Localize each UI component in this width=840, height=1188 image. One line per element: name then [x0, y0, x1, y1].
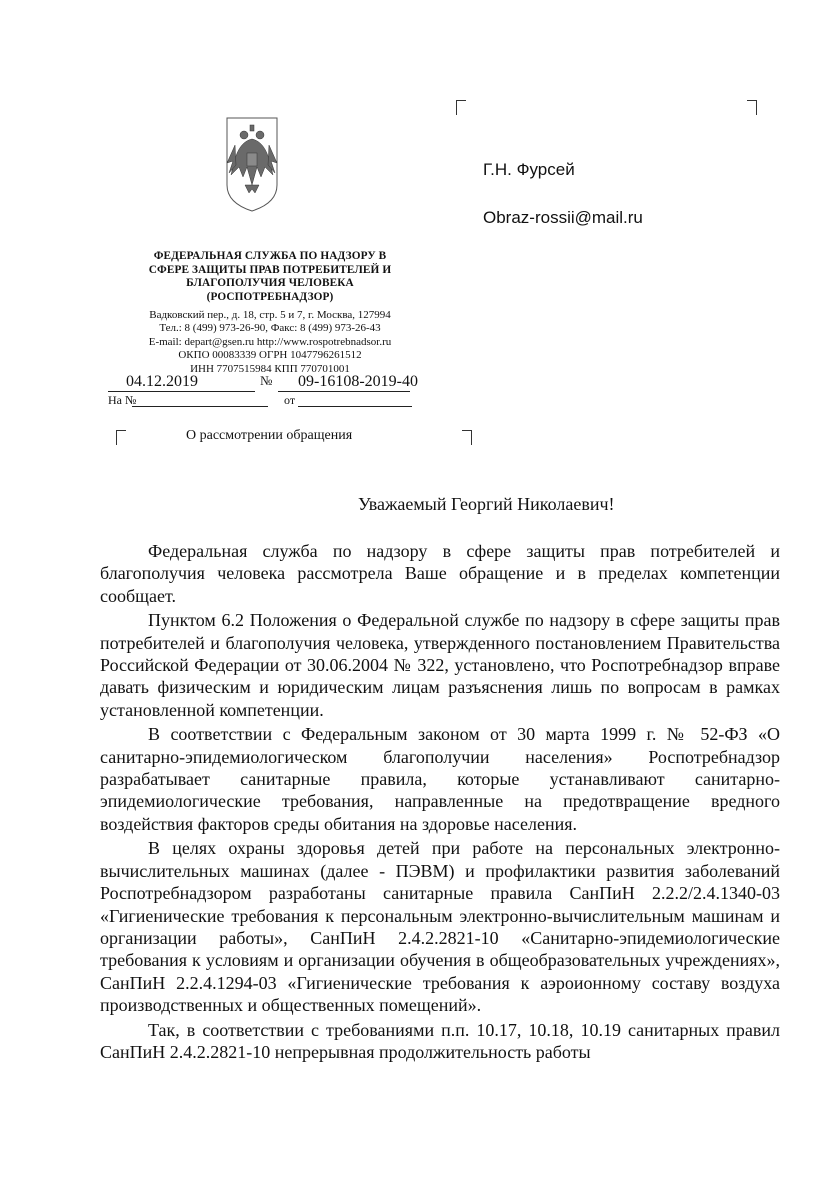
salutation: Уважаемый Георгий Николаевич! [358, 494, 615, 514]
agency-phone: Тел.: 8 (499) 973-26-90, Факс: 8 (499) 973-26-43 [159, 322, 381, 335]
date-underline [108, 391, 255, 392]
body-paragraph: В соответствии с Федеральным законом от 30 марта 1999 г. № 52-ФЗ «О санитарно-эпидемиологическом благополучии населения» Роспотребнадзор разрабатывает санитарные правила, которые устанавливают санитарно-эпидемиологические требования, направленные на предотвращение вредного воздействия факторов среды обитания на здоровье населения. [100, 724, 780, 834]
reference-date-blank [298, 406, 412, 407]
number-underline [278, 391, 410, 392]
agency-name [100, 250, 440, 304]
subject-bracket-left [116, 430, 126, 445]
double-headed-eagle-icon [223, 115, 281, 213]
reference-number-label: На № [108, 393, 137, 407]
body-paragraph: В целях охраны здоровья детей при работе на персональных электронно-вычислительных машинах (далее - ПЭВМ) и профилактики развития заболеваний Роспотребнадзором разработаны санитарные правила СанПиН 2.2.2/2.4.1340-03 «Гигиенические требования к персональным электронно-вычислительным машинам и организации работы», СанПиН 2.4.2.2821-10 «Санитарно-эпидемиологические требования к условиям и организации обучения в общеобразовательных учреждениях», СанПиН 2.2.4.1294-03 «Гигиенические требования к аэроионному составу воздуха производственных и общественных помещений». [100, 838, 780, 1016]
agency-email-web: E-mail: depart@gsen.ru http://www.rospotrebnadsor.ru [148, 335, 392, 348]
agency-contacts [100, 309, 440, 372]
letter-body [100, 540, 780, 1063]
agency-address: Вадковский пер., д. 18, стр. 5 и 7, г. Москва, 127994 [149, 309, 391, 321]
addressee-name: Г.Н. Фурсей [483, 160, 575, 179]
agency-okpo: ОКПО 00083339 ОГРН 1047796261512 [178, 349, 362, 362]
addressee-bracket-left [456, 100, 466, 115]
coat-of-arms-emblem [223, 115, 281, 213]
body-paragraph: Так, в соответствии с требованиями п.п. 10.17, 10.18, 10.19 санитарных правил СанПиН 2.4.2.2821-10 непрерывная продолжительность работы [100, 1019, 780, 1062]
subject-bracket-right [462, 430, 472, 445]
outgoing-date: 04.12.2019 [126, 373, 198, 390]
reference-date-label: от [284, 393, 296, 407]
body-paragraph: Федеральная служба по надзору в сфере защиты прав потребителей и благополучия человека рассмотрела Ваше обращение и в пределах компетенции сообщает. [100, 541, 780, 606]
agency-line: ФЕДЕРАЛЬНАЯ СЛУЖБА ПО НАДЗОРУ В [153, 250, 387, 262]
reference-number-blank [132, 406, 268, 407]
outgoing-number-label: № [260, 373, 273, 388]
addressee-bracket-right [747, 100, 757, 115]
addressee-email: Obraz-rossii@mail.ru [483, 208, 643, 227]
agency-inn: ИНН 7707515984 КПП 770701001 [190, 362, 350, 372]
body-paragraph: Пунктом 6.2 Положения о Федеральной службе по надзору в сфере защиты прав потребителей и благополучия человека, утвержденного постановлением Правительства Российской Федерации от 30.06.2004 № 322, установлено, что Роспотребнадзор вправе давать физическим и юридическим лицам разъяснения лишь по вопросам в рамках установленной компетенции. [100, 610, 780, 720]
agency-line: БЛАГОПОЛУЧИЯ ЧЕЛОВЕКА [186, 277, 354, 289]
letter-subject: О рассмотрении обращения [186, 428, 353, 443]
agency-line: (РОСПОТРЕБНАДЗОР) [206, 290, 334, 303]
outgoing-number: 09-16108-2019-40 [298, 373, 418, 390]
agency-line: СФЕРЕ ЗАЩИТЫ ПРАВ ПОТРЕБИТЕЛЕЙ И [148, 263, 392, 276]
